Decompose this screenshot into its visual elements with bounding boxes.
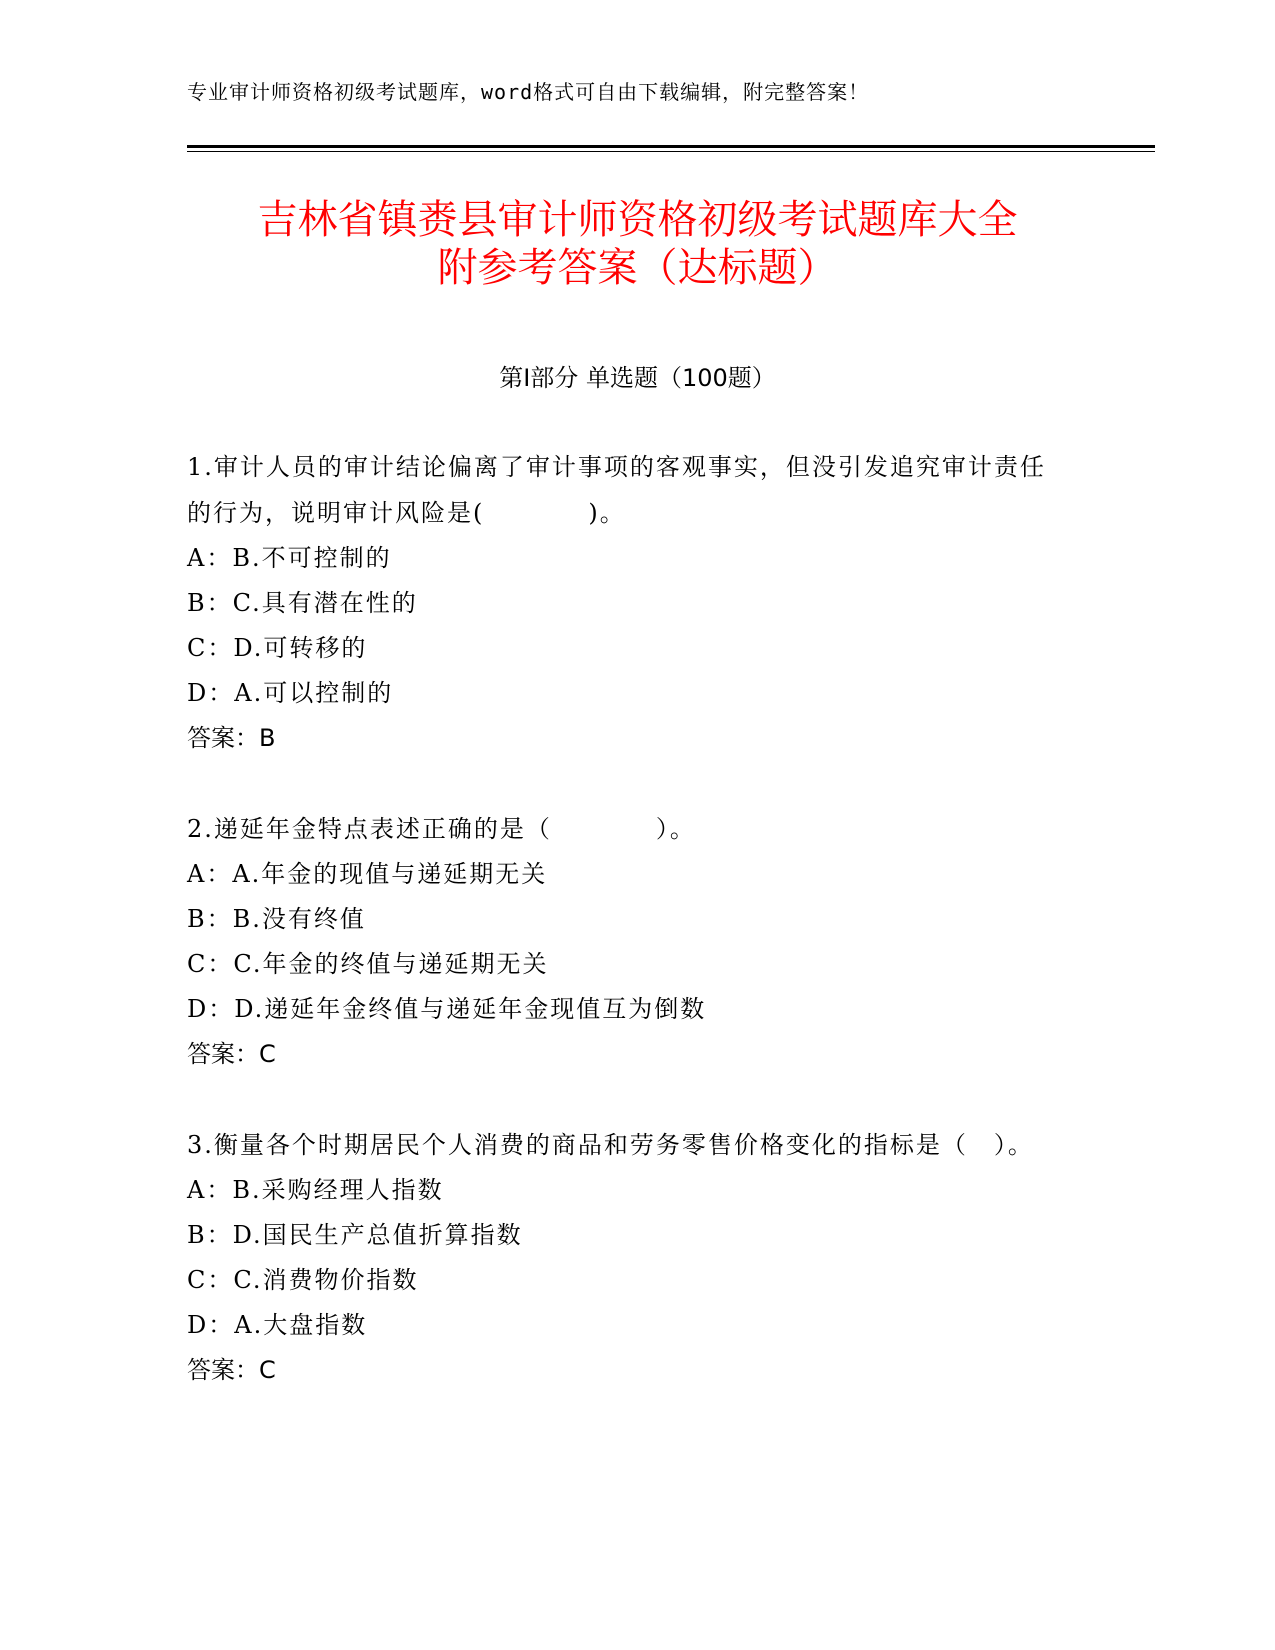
- question-stem: 3.衡量各个时期居民个人消费的商品和劳务零售价格变化的指标是（ ）。: [187, 1131, 1034, 1159]
- option-c: C：C.消费物价指数: [187, 1266, 419, 1294]
- header-note: 专业审计师资格初级考试题库，word格式可自由下载编辑，附完整答案！: [187, 80, 870, 104]
- option-a: A：B.不可控制的: [187, 544, 392, 572]
- question-list: [187, 444, 1067, 1438]
- option-b: B：D.国民生产总值折算指数: [187, 1221, 523, 1249]
- question-1: [187, 444, 1067, 761]
- option-a: A：A.年金的现值与递延期无关: [187, 860, 548, 888]
- option-c: C：C.年金的终值与递延期无关: [187, 950, 549, 978]
- question-2: [187, 806, 1067, 1077]
- option-c: C：D.可转移的: [187, 634, 368, 662]
- question-3: [187, 1122, 1067, 1393]
- section-heading: 第Ⅰ部分 单选题（100题）: [499, 364, 776, 392]
- option-b: B：B.没有终值: [187, 905, 366, 933]
- option-d: D：D.递延年金终值与递延年金现值互为倒数: [187, 995, 707, 1023]
- option-b: B：C.具有潜在性的: [187, 589, 418, 617]
- option-d: D：A.可以控制的: [187, 679, 394, 707]
- answer-line: 答案：B: [187, 724, 276, 752]
- question-stem: 2.递延年金特点表述正确的是（ ）。: [187, 815, 696, 843]
- header-rule-thin: [187, 151, 1155, 152]
- question-stem: 1.审计人员的审计结论偏离了审计事项的客观事实，但没引发追究审计责任的行为，说明审计风险是( )。: [187, 453, 1046, 527]
- header-rule-thick: [187, 145, 1155, 148]
- document-title: [120, 196, 1155, 292]
- option-d: D：A.大盘指数: [187, 1311, 368, 1339]
- answer-line: 答案：C: [187, 1356, 276, 1384]
- document-title-line2: 附参考答案（达标题）: [437, 245, 838, 291]
- document-title-line1: 吉林省镇赉县审计师资格初级考试题库大全: [257, 197, 1018, 243]
- answer-line: 答案：C: [187, 1040, 276, 1068]
- option-a: A：B.采购经理人指数: [187, 1176, 444, 1204]
